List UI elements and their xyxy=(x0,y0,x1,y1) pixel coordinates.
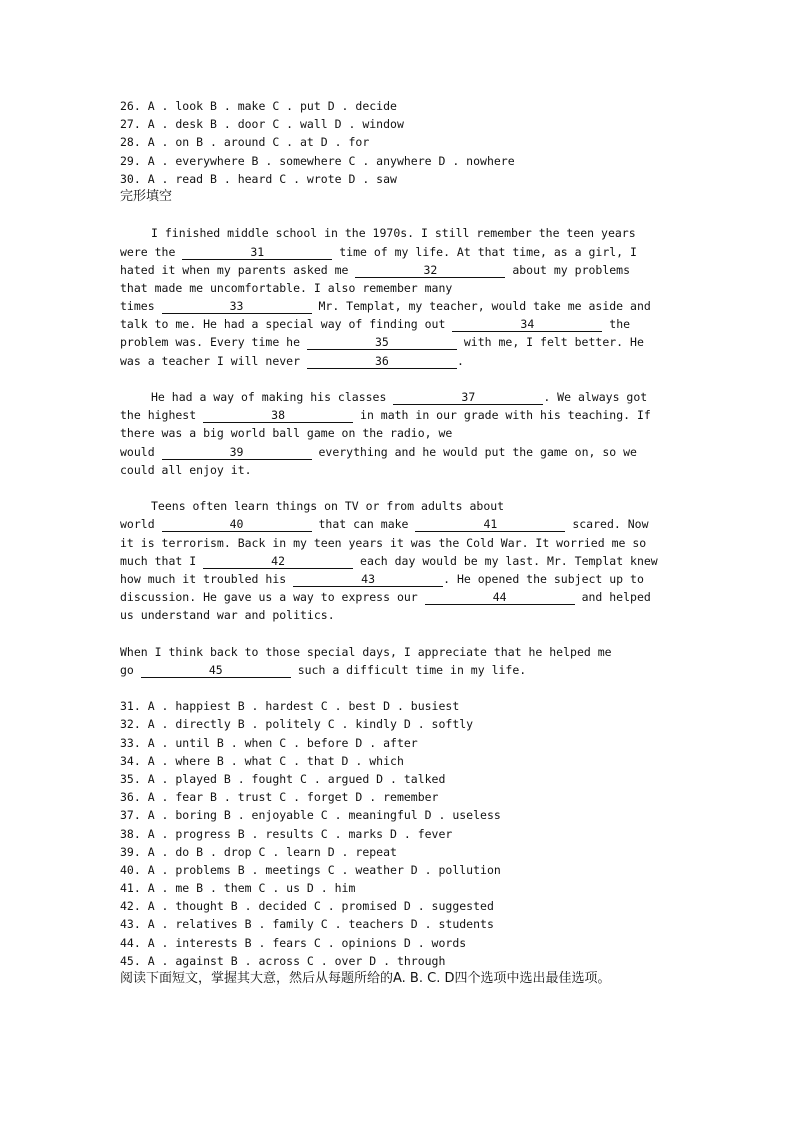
text: When I think back to those special days, I appreciate that he helped me xyxy=(120,644,612,659)
blank-45[interactable]: 45 xyxy=(141,663,291,678)
blank-34[interactable]: 34 xyxy=(452,317,602,332)
option-line: 30. A . read B . heard C . wrote D . saw xyxy=(120,171,397,186)
text: times xyxy=(120,299,162,314)
text: the xyxy=(602,317,631,332)
paragraph-2 xyxy=(120,388,680,479)
text: about my problems xyxy=(505,262,631,277)
text: could all enjoy it. xyxy=(120,462,252,477)
previous-options xyxy=(120,97,680,188)
text: talk to me. He had a special way of finding out xyxy=(120,317,453,332)
text: that can make xyxy=(311,517,416,532)
worksheet-page xyxy=(120,97,680,988)
text: was a teacher I will never xyxy=(120,353,307,368)
option-line: 38. A . progress B . results C . marks D . fever xyxy=(120,826,453,841)
blank-42[interactable]: 42 xyxy=(203,554,353,569)
text: much that I xyxy=(120,553,204,568)
option-line: 39. A . do B . drop C . learn D . repeat xyxy=(120,844,397,859)
blank-36[interactable]: 36 xyxy=(307,354,457,369)
option-line: 40. A . problems B . meetings C . weather D . pollution xyxy=(120,862,501,877)
next-section-instruction: 阅读下面短文，掌握其大意，然后从每题所给的A. B. C. D四个选项中选出最佳选项。 xyxy=(120,971,611,986)
text: would xyxy=(120,444,162,459)
text: go xyxy=(120,662,141,677)
option-line: 35. A . played B . fought C . argued D . talked xyxy=(120,771,446,786)
section-title: 完形填空 xyxy=(120,188,173,204)
text: discussion. He gave us a way to express our xyxy=(120,590,425,605)
text: there was a big world ball game on the radio, we xyxy=(120,426,453,441)
option-line: 36. A . fear B . trust C . forget D . remember xyxy=(120,790,439,805)
option-line: 34. A . where B . what C . that D . which xyxy=(120,753,404,768)
blank-39[interactable]: 39 xyxy=(162,445,312,460)
text: . xyxy=(456,353,464,368)
option-line: 41. A . me B . them C . us D . him xyxy=(120,881,356,896)
answer-options xyxy=(120,697,680,970)
text: the highest xyxy=(120,408,204,423)
paragraph-3 xyxy=(120,497,680,624)
paragraph-4 xyxy=(120,643,680,679)
text: in math in our grade with his teaching. If xyxy=(353,408,651,423)
text: and helped xyxy=(574,590,651,605)
blank-35[interactable]: 35 xyxy=(307,335,457,350)
blank-37[interactable]: 37 xyxy=(393,390,543,405)
option-line: 45. A . against B . across C . over D . through xyxy=(120,953,446,968)
blank-32[interactable]: 32 xyxy=(355,263,505,278)
paragraph-1 xyxy=(120,224,680,370)
text: each day would be my last. Mr. Templat knew xyxy=(353,553,658,568)
text: everything and he would put the game on, so we xyxy=(311,444,637,459)
text: problem was. Every time he xyxy=(120,335,307,350)
text: how much it troubled his xyxy=(120,571,294,586)
text: He had a way of making his classes xyxy=(151,390,394,404)
text: such a difficult time in my life. xyxy=(290,662,527,677)
blank-31[interactable]: 31 xyxy=(182,245,332,260)
text: I finished middle school in the 1970s. I still remember the teen years xyxy=(151,226,636,241)
text: . He opened the subject up to xyxy=(443,571,644,586)
blank-43[interactable]: 43 xyxy=(293,572,443,587)
option-line: 43. A . relatives B . family C . teachers D . students xyxy=(120,917,494,932)
text: hated it when my parents asked me xyxy=(120,262,356,277)
text: scared. Now xyxy=(565,517,649,532)
option-line: 29. A . everywhere B . somewhere C . anywhere D . nowhere xyxy=(120,153,515,168)
text: Mr. Templat, my teacher, would take me aside and xyxy=(311,299,651,314)
blank-33[interactable]: 33 xyxy=(162,299,312,314)
option-line: 37. A . boring B . enjoyable C . meaningful D . useless xyxy=(120,808,501,823)
text: were the xyxy=(120,244,183,259)
option-line: 44. A . interests B . fears C . opinions D . words xyxy=(120,935,467,950)
text: us understand war and politics. xyxy=(120,608,335,623)
blank-40[interactable]: 40 xyxy=(162,517,312,532)
option-line: 33. A . until B . when C . before D . after xyxy=(120,735,418,750)
text: Teens often learn things on TV or from adults about xyxy=(151,499,505,514)
text: . We always got xyxy=(543,390,648,404)
option-line: 28. A . on B . around C . at D . for xyxy=(120,135,370,150)
text: with me, I felt better. He xyxy=(456,335,644,350)
option-line: 42. A . thought B . decided C . promised D . suggested xyxy=(120,899,494,914)
text: time of my life. At that time, as a girl, I xyxy=(332,244,637,259)
text: that made me uncomfortable. I also remember many xyxy=(120,280,453,295)
blank-44[interactable]: 44 xyxy=(425,590,575,605)
blank-41[interactable]: 41 xyxy=(415,517,565,532)
option-line: 31. A . happiest B . hardest C . best D . busiest xyxy=(120,699,460,714)
option-line: 32. A . directly B . politely C . kindly D . softly xyxy=(120,717,474,732)
blank-38[interactable]: 38 xyxy=(203,408,353,423)
option-line: 26. A . look B . make C . put D . decide xyxy=(120,99,397,113)
text: it is terrorism. Back in my teen years it was the Cold War. It worried me so xyxy=(120,535,647,550)
text: world xyxy=(120,517,162,532)
option-line: 27. A . desk B . door C . wall D . window xyxy=(120,117,404,132)
